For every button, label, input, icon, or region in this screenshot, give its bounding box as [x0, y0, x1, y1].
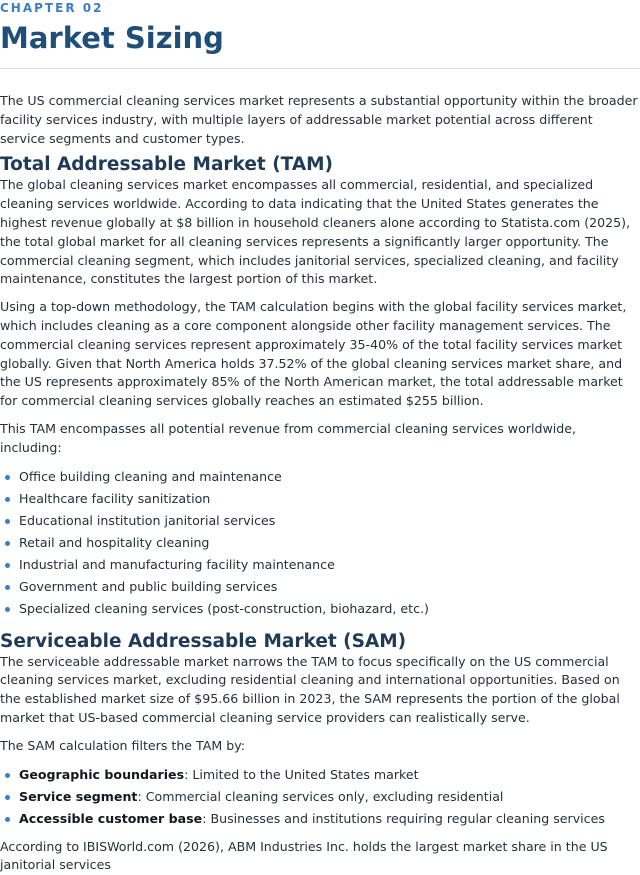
sam-heading: Serviceable Addressable Market (SAM) — [0, 630, 407, 652]
bullet-dot-icon — [5, 563, 10, 568]
list-item — [0, 808, 640, 830]
list-item-text: Retail and hospitality cleaning — [19, 534, 210, 550]
list-item — [0, 554, 640, 576]
list-item — [0, 598, 640, 620]
title-divider — [0, 68, 640, 69]
list-item — [0, 576, 640, 598]
list-item-text: Educational institution janitorial services — [19, 512, 276, 528]
intro-paragraph: The US commercial cleaning services market represents a substantial opportunity within the broader facility services industry, with multiple layers of addressable market potential across different service segments and customer types. — [0, 93, 638, 146]
bullet-dot-icon — [5, 475, 10, 480]
page-title: Market Sizing — [0, 21, 224, 55]
bullet-dot-icon — [5, 817, 10, 822]
tam-paragraph-3: This TAM encompasses all potential revenue from commercial cleaning services worldwide, including: — [0, 420, 577, 455]
tam-heading: Total Addressable Market (TAM) — [0, 154, 334, 176]
sam-paragraph-1: The serviceable addressable market narrows the TAM to focus specifically on the US commercial cleaning services market, excluding residential cleaning and international opportunities. Based on the established market size of $95.66 billion in 2023, the SAM represents the portion of the global market that US-based commercial cleaning service providers can realistically serve. — [0, 653, 620, 725]
tam-segment-list — [0, 466, 640, 620]
filter-term: Accessible customer base — [19, 810, 203, 826]
chapter-label: CHAPTER 02 — [0, 1, 104, 15]
filter-description: : Commercial cleaning services only, excluding residential — [137, 788, 504, 804]
list-item — [0, 764, 640, 786]
bullet-dot-icon — [5, 795, 10, 800]
bullet-dot-icon — [5, 519, 10, 524]
bullet-dot-icon — [5, 773, 10, 778]
tam-paragraph-2: Using a top-down methodology, the TAM calculation begins with the global facility services market, which includes cleaning as a core component alongside other facility management services. The commercial cleaning services represent approximately 35-40% of the total facility services market globally. Given that North America holds 37.52% of the global cleaning services market share, and the US represents approximately 85% of the North American market, the total addressable market for commercial cleaning services globally reaches an estimated $255 billion. — [0, 299, 627, 409]
list-item-text: Specialized cleaning services (post-construction, biohazard, etc.) — [19, 600, 429, 616]
tam-paragraph-1: The global cleaning services market encompasses all commercial, residential, and specialized cleaning services worldwide. According to data indicating that the United States generates the highest revenue globally at $8 billion in household cleaners alone according to Statista.com (2025), the total global market for all cleaning services represents a significantly larger opportunity. The commercial cleaning segment, which includes janitorial services, specialized cleaning, and facility maintenance, constitutes the largest portion of this market. — [0, 177, 631, 287]
bullet-dot-icon — [5, 585, 10, 590]
sam-paragraph-2: The SAM calculation filters the TAM by: — [0, 737, 246, 753]
list-item-text: Government and public building services — [19, 578, 278, 594]
sam-filter-list — [0, 764, 640, 830]
bullet-dot-icon — [5, 497, 10, 502]
filter-term: Service segment — [19, 788, 138, 804]
filter-description: : Businesses and institutions requiring regular cleaning services — [202, 810, 605, 826]
list-item-text: Office building cleaning and maintenance — [19, 468, 282, 484]
list-item — [0, 466, 640, 488]
list-item-text: Healthcare facility sanitization — [19, 490, 211, 506]
bullet-dot-icon — [5, 607, 10, 612]
bullet-dot-icon — [5, 541, 10, 546]
list-item — [0, 488, 640, 510]
filter-term: Geographic boundaries — [19, 766, 185, 782]
sam-paragraph-3: According to IBISWorld.com (2026), ABM Industries Inc. holds the largest market share in the US janitorial services — [0, 838, 608, 873]
list-item-text: Industrial and manufacturing facility maintenance — [19, 556, 335, 572]
list-item — [0, 786, 640, 808]
list-item — [0, 510, 640, 532]
list-item — [0, 532, 640, 554]
filter-description: : Limited to the United States market — [184, 766, 419, 782]
